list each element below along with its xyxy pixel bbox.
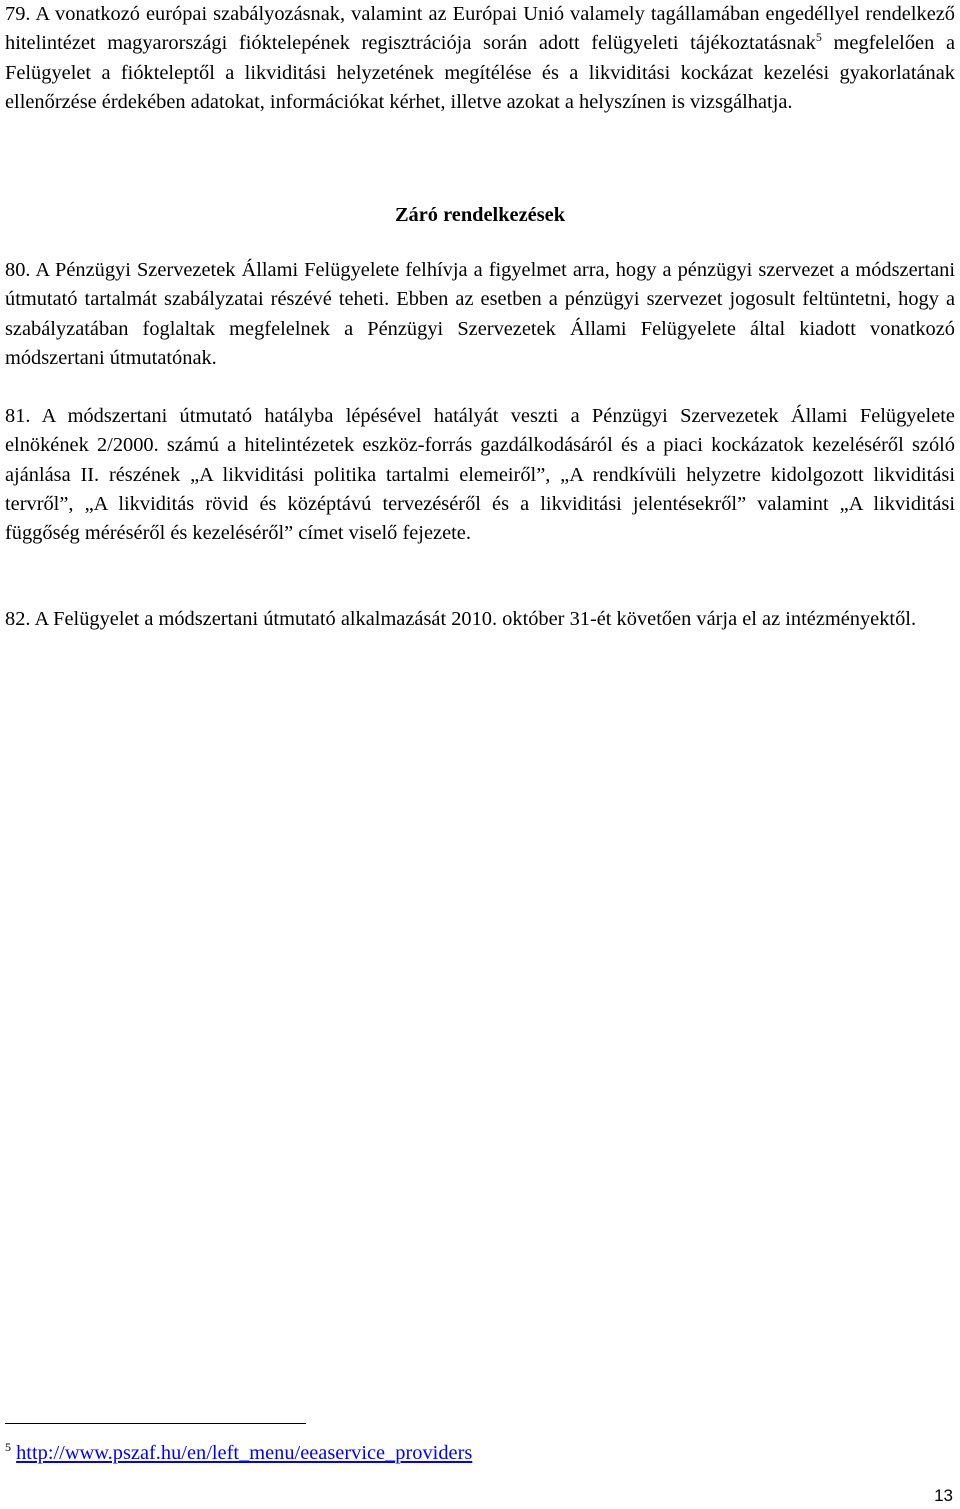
paragraph-82: 82. A Felügyelet a módszertani útmutató alkalmazását 2010. október 31-ét követően várja el az intézményektől.: [5, 608, 917, 630]
paragraph-79: [5, 0, 955, 117]
footnote-link[interactable]: http://www.pszaf.hu/en/left_menu/eeaservice_providers: [16, 1442, 473, 1464]
paragraph-80: 80. A Pénzügyi Szervezetek Állami Felügyelete felhívja a figyelmet arra, hogy a pénzügyi szervezet a módszertani útmutató tartalmát szabályzatai részévé teheti. Ebben az esetben a pénzügyi szervezet jogosult feltüntetni, hogy a szabályzatában foglaltak megfelelnek a Pénzügyi Szervezetek Állami Felügyelete által kiadott vonatkozó módszertani útmutatónak.: [5, 259, 955, 369]
footnote-reference: 5: [815, 30, 822, 45]
paragraph-81: 81. A módszertani útmutató hatályba lépésével hatályát veszti a Pénzügyi Szervezetek Állami Felügyelete elnökének 2/2000. számú a hitelintézetek eszköz-forrás gazdálkodásáról és a piaci kockázatok kezeléséről szóló ajánlása II. részének „A likviditási politika tartalmi elemeiről”, „A rendkívüli helyzetre kidolgozott likviditási tervről”, „A likviditás rövid és középtávú tervezéséről és a likviditási jelentésekről” valamint „A likviditási függőség méréséről és kezeléséről” címet viselő fejezete.: [5, 405, 955, 545]
section-heading: Záró rendelkezések: [394, 204, 566, 226]
footnote-separator: [5, 1423, 306, 1424]
paragraph-79-text-end: megfelelően a Felügyelet a fiókteleptől a likviditási helyzetének megítélése és a likviditási kockázat kezelési gyakorlatának ellenőrzése érdekében adatokat, információkat kérhet, illetve azokat a helyszínen is vizsgálhatja.: [5, 32, 955, 113]
paragraph-79-text-start: 79. A vonatkozó európai szabályozásnak, valamint az Európai Unió valamely tagállamában engedéllyel rendelkező hitelintézet magyarországi fióktelepének regisztrációja során adott felügyeleti tájékoztatásnak: [5, 3, 955, 55]
footnote: [5, 1440, 472, 1466]
footnote-number: 5: [5, 1440, 11, 1455]
page-number: 13: [934, 1486, 953, 1505]
